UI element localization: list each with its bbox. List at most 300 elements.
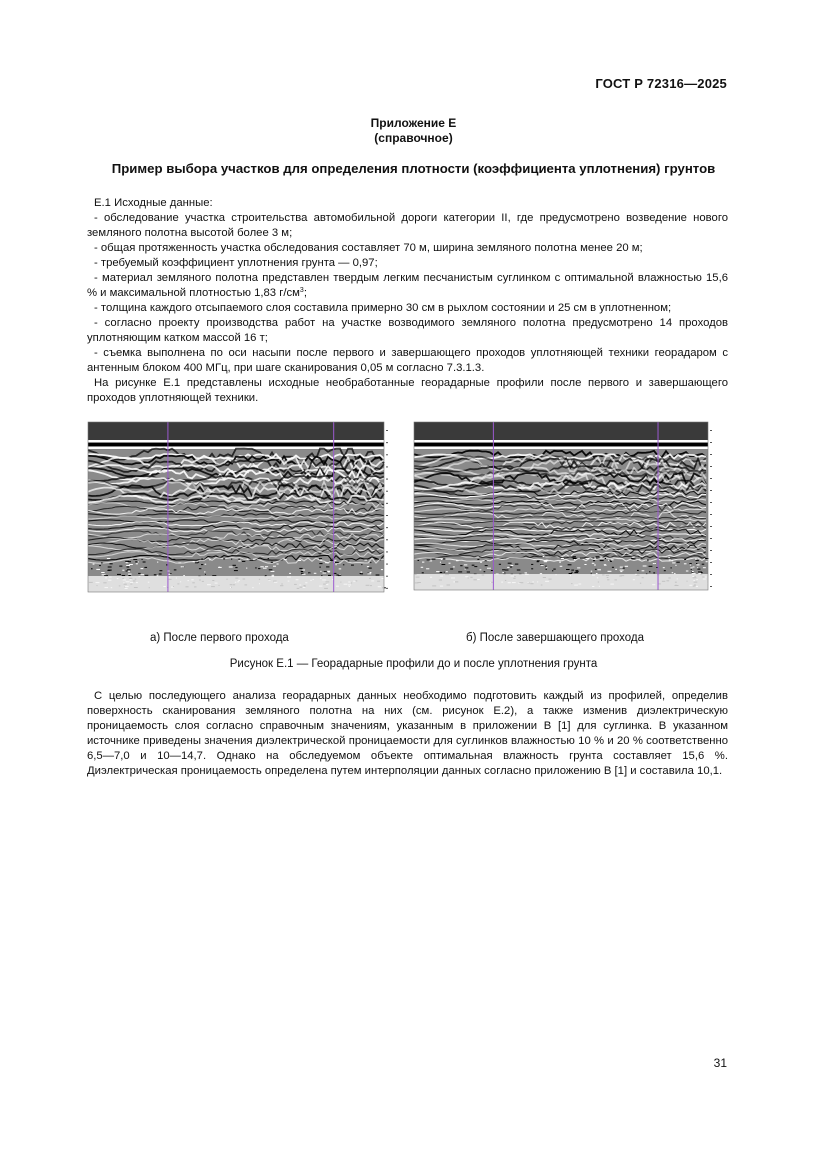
noise-speck <box>446 571 448 572</box>
subcaption-b: б) После завершающего прохода <box>466 632 645 644</box>
density-unit-exponent: 3 <box>299 287 304 294</box>
noise-speck <box>546 567 547 568</box>
noise-speck <box>517 570 521 571</box>
noise-speck <box>199 568 202 569</box>
noise-speck <box>319 567 320 568</box>
noise-speck <box>574 572 578 573</box>
noise-speck <box>450 569 453 570</box>
noise-speck <box>301 571 303 572</box>
noise-speck <box>571 570 574 571</box>
noise-speck <box>546 569 547 570</box>
depth-tick <box>386 527 388 528</box>
noise-speck <box>269 569 273 570</box>
depth-tick <box>386 539 388 540</box>
depth-tick <box>386 576 388 577</box>
noise-speck <box>690 565 691 566</box>
noise-speck <box>381 569 383 570</box>
noise-speck <box>505 570 509 571</box>
noise-speck <box>154 574 157 575</box>
depth-tick <box>710 586 712 587</box>
noise-speck <box>543 556 545 557</box>
noise-speck <box>205 574 206 575</box>
noise-speck <box>596 556 600 557</box>
noise-speck <box>647 560 649 561</box>
noise-speck <box>698 573 701 574</box>
noise-speck <box>335 564 336 565</box>
lower-fade <box>414 574 708 590</box>
noise-speck <box>174 569 177 570</box>
noise-speck <box>145 575 149 576</box>
noise-speck <box>569 573 573 574</box>
noise-speck <box>689 563 691 564</box>
noise-speck <box>99 565 101 566</box>
noise-speck <box>209 559 210 560</box>
noise-speck <box>574 559 575 560</box>
noise-speck <box>320 571 321 572</box>
noise-speck <box>472 565 475 566</box>
noise-speck <box>604 565 607 566</box>
direct-wave-line <box>88 443 384 446</box>
noise-speck <box>205 564 207 565</box>
noise-speck <box>101 572 104 573</box>
noise-speck <box>695 559 696 560</box>
noise-speck <box>128 571 131 572</box>
noise-speck <box>444 572 445 573</box>
noise-speck <box>242 561 245 562</box>
noise-speck <box>465 569 466 570</box>
depth-tick <box>710 478 712 479</box>
depth-tick <box>710 490 712 491</box>
noise-speck <box>229 567 233 568</box>
noise-speck <box>577 567 580 568</box>
noise-speck <box>328 575 331 576</box>
noise-speck <box>107 558 110 559</box>
noise-speck <box>122 570 124 571</box>
noise-speck <box>110 563 113 564</box>
noise-speck <box>515 564 519 565</box>
noise-speck <box>376 575 380 576</box>
noise-speck <box>568 564 572 565</box>
noise-speck <box>698 572 702 573</box>
noise-speck <box>464 564 467 565</box>
noise-speck <box>272 575 275 576</box>
noise-speck <box>584 564 586 565</box>
noise-speck <box>138 573 140 574</box>
noise-speck <box>696 563 697 564</box>
noise-speck <box>690 567 692 568</box>
noise-speck <box>702 564 705 565</box>
noise-speck <box>442 564 446 565</box>
depth-tick <box>710 526 712 527</box>
noise-speck <box>127 569 131 570</box>
noise-speck <box>642 570 645 571</box>
noise-speck <box>339 568 341 569</box>
noise-speck <box>440 572 443 573</box>
noise-speck <box>545 566 546 567</box>
noise-speck <box>436 571 439 572</box>
noise-speck <box>343 564 344 565</box>
noise-speck <box>693 567 695 568</box>
noise-speck <box>361 572 363 573</box>
noise-speck <box>477 557 479 558</box>
noise-speck <box>178 562 181 563</box>
noise-speck <box>675 565 676 566</box>
noise-speck <box>219 567 221 568</box>
noise-speck <box>370 562 371 563</box>
noise-speck <box>117 574 121 575</box>
noise-speck <box>128 561 131 562</box>
noise-speck <box>421 567 423 568</box>
noise-speck <box>298 560 301 561</box>
noise-speck <box>480 562 482 563</box>
noise-speck <box>119 566 122 567</box>
noise-speck <box>260 566 263 567</box>
noise-speck <box>144 567 147 568</box>
noise-speck <box>108 567 112 568</box>
depth-tick <box>386 454 388 455</box>
noise-speck <box>367 573 371 574</box>
noise-speck <box>502 572 504 573</box>
noise-speck <box>674 573 675 574</box>
noise-speck <box>432 559 436 560</box>
noise-speck <box>502 569 505 570</box>
radargram-traces <box>88 422 388 592</box>
noise-speck <box>253 559 256 560</box>
noise-speck <box>591 571 592 572</box>
noise-speck <box>367 566 369 567</box>
noise-speck <box>453 566 455 567</box>
noise-speck <box>422 562 424 563</box>
noise-speck <box>691 569 692 570</box>
noise-speck <box>427 559 431 560</box>
initial-data-heading: Е.1 Исходные данные: <box>94 197 213 209</box>
noise-speck <box>546 560 549 561</box>
noise-speck <box>487 568 491 569</box>
noise-speck <box>596 573 598 574</box>
noise-speck <box>157 562 158 563</box>
noise-speck <box>126 565 130 566</box>
noise-speck <box>273 566 276 567</box>
noise-speck <box>664 570 666 571</box>
noise-speck <box>612 567 614 568</box>
noise-speck <box>593 560 595 561</box>
noise-speck <box>128 575 130 576</box>
noise-speck <box>320 560 322 561</box>
noise-speck <box>671 560 673 561</box>
noise-speck <box>364 560 367 561</box>
noise-speck <box>302 574 305 575</box>
noise-speck <box>250 560 254 561</box>
initial-data-section <box>87 196 728 406</box>
depth-tick <box>710 538 712 539</box>
noise-speck <box>101 562 102 563</box>
lower-fade <box>88 576 384 592</box>
noise-speck <box>234 570 238 571</box>
noise-speck <box>324 571 327 572</box>
noise-speck <box>338 575 341 576</box>
noise-speck <box>620 567 623 568</box>
noise-speck <box>600 560 604 561</box>
noise-speck <box>361 564 362 565</box>
noise-speck <box>321 575 322 576</box>
noise-speck <box>643 566 647 567</box>
gpr-profile-final-pass <box>408 416 720 606</box>
page-number: 31 <box>713 1056 727 1070</box>
noise-speck <box>183 575 185 576</box>
section-title: Пример выбора участков для определения плотности (коэффициента уплотнения) грунтов <box>111 161 716 176</box>
depth-tick <box>710 562 712 563</box>
noise-speck <box>610 560 611 561</box>
noise-speck <box>499 564 501 565</box>
depth-tick <box>710 442 712 443</box>
depth-tick <box>710 514 712 515</box>
noise-speck <box>96 569 100 570</box>
noise-speck <box>238 560 240 561</box>
noise-speck <box>173 559 176 560</box>
noise-speck <box>552 570 553 571</box>
noise-speck <box>507 567 509 568</box>
noise-speck <box>615 569 617 570</box>
noise-speck <box>491 570 493 571</box>
noise-speck <box>235 567 237 568</box>
noise-speck <box>594 565 596 566</box>
subcaption-a: а) После первого прохода <box>150 632 289 644</box>
noise-speck <box>323 573 327 574</box>
noise-speck <box>525 572 528 573</box>
noise-speck <box>255 567 256 568</box>
noise-speck <box>271 562 273 563</box>
analysis-section <box>87 689 728 779</box>
noise-speck <box>669 559 671 560</box>
noise-speck <box>141 574 145 575</box>
noise-speck <box>136 563 138 564</box>
noise-speck <box>277 564 279 565</box>
noise-speck <box>126 562 129 563</box>
noise-speck <box>484 571 486 572</box>
noise-speck <box>263 568 267 569</box>
noise-speck <box>258 568 260 569</box>
noise-speck <box>319 558 322 559</box>
noise-speck <box>289 573 291 574</box>
noise-speck <box>592 563 595 564</box>
noise-speck <box>193 561 195 562</box>
noise-speck <box>326 566 329 567</box>
noise-speck <box>456 560 459 561</box>
noise-speck <box>474 566 477 567</box>
noise-speck <box>485 560 487 561</box>
initial-data-item: - требуемый коэффициент уплотнения грунта — 0,97; <box>94 257 378 269</box>
noise-speck <box>571 572 572 573</box>
noise-speck <box>135 561 138 562</box>
noise-speck <box>531 568 533 569</box>
noise-speck <box>138 561 139 562</box>
noise-speck <box>319 563 322 564</box>
noise-speck <box>422 572 424 573</box>
noise-speck <box>325 562 328 563</box>
noise-speck <box>129 564 133 565</box>
radargram-traces <box>414 422 712 590</box>
noise-speck <box>142 559 143 560</box>
noise-speck <box>375 559 379 560</box>
noise-speck <box>201 564 203 565</box>
noise-speck <box>566 569 570 570</box>
noise-speck <box>600 557 603 558</box>
appendix-subtitle: (справочное) <box>374 131 453 145</box>
noise-speck <box>608 571 612 572</box>
noise-speck <box>271 571 275 572</box>
noise-speck <box>143 562 146 563</box>
depth-tick <box>386 551 388 552</box>
noise-speck <box>223 558 225 559</box>
noise-speck <box>649 566 653 567</box>
noise-speck <box>663 567 665 568</box>
noise-speck <box>360 573 362 574</box>
noise-speck <box>595 569 597 570</box>
noise-speck <box>560 566 563 567</box>
noise-speck <box>283 559 286 560</box>
noise-speck <box>639 558 641 559</box>
noise-speck <box>299 568 302 569</box>
noise-speck <box>580 558 583 559</box>
initial-data-item: - толщина каждого отсыпаемого слоя составила примерно 30 см в рыхлом состоянии и 25 см в уплотненном; <box>94 302 672 314</box>
noise-speck <box>623 568 625 569</box>
noise-speck <box>246 568 247 569</box>
document-code: ГОСТ Р 72316—2025 <box>595 76 727 91</box>
noise-speck <box>631 558 633 559</box>
analysis-paragraph: С целью последующего анализа георадарных данных необходимо подготовить каждый из профилей, определив поверхность сканирования земляного полотна на них (см. рисунок Е.2), а также изменив диэлектрическую проницаемость слоя согласно справочным значениям, указанным в приложении В [1] для суглинка. В указанном источнике приведены значения диэлектрической проницаемости для суглинков влажностью 10 % и 20 % соответственно 6,5—7,0 и 10—14,7. Однако на обследуемом объекте оптимальная влажность грунта составляет 15,6 %. Диэлектрическая проницаемость определена путем интерполяции данных согласно приложению В [1] и составила 10,1. <box>87 690 728 777</box>
noise-speck <box>598 569 601 570</box>
noise-speck <box>233 565 236 566</box>
noise-speck <box>605 558 606 559</box>
noise-speck <box>672 572 673 573</box>
noise-speck <box>594 558 596 559</box>
noise-speck <box>128 574 131 575</box>
noise-speck <box>610 561 612 562</box>
noise-speck <box>314 573 317 574</box>
noise-speck <box>531 564 533 565</box>
appendix-title: Приложение Е <box>370 116 457 130</box>
noise-speck <box>671 567 672 568</box>
noise-speck <box>684 563 687 564</box>
depth-tick <box>386 442 388 443</box>
noise-speck <box>692 571 694 572</box>
appendix-heading <box>0 116 827 146</box>
depth-tick <box>386 430 388 431</box>
noise-speck <box>204 571 205 572</box>
noise-speck <box>201 559 203 560</box>
noise-speck <box>348 560 350 561</box>
initial-data-item: - обследование участка строительства автомобильной дороги категории II, где предусмотрено возведение нового земляного полотна высотой более 3 м; <box>87 212 728 239</box>
noise-speck <box>649 571 650 572</box>
noise-speck <box>308 572 310 573</box>
noise-speck <box>126 571 128 572</box>
gpr-profile-first-pass <box>80 416 392 606</box>
depth-tick <box>710 574 712 575</box>
direct-wave-line <box>414 443 708 446</box>
noise-speck <box>107 570 110 571</box>
gpr-radargram-b <box>408 416 720 606</box>
noise-speck <box>537 561 539 562</box>
depth-tick <box>386 491 388 492</box>
initial-data-item: - съемка выполнена по оси насыпи после первого и завершающего проходов уплотняющей техники георадаром с антенным блоком 400 МГц, при шаге сканирования 0,05 м согласно 7.3.1.3. <box>87 347 728 374</box>
noise-speck <box>511 565 514 566</box>
noise-speck <box>443 558 445 559</box>
depth-tick <box>710 550 712 551</box>
density-end: ; <box>303 287 307 299</box>
noise-speck <box>692 573 696 574</box>
noise-speck <box>351 565 354 566</box>
depth-tick <box>386 479 388 480</box>
noise-speck <box>368 568 371 569</box>
direct-wave-line <box>88 440 384 442</box>
noise-speck <box>141 568 144 569</box>
noise-speck <box>465 567 468 568</box>
depth-tick <box>386 515 388 516</box>
noise-speck <box>122 575 125 576</box>
initial-data-item <box>87 271 728 301</box>
noise-speck <box>696 560 699 561</box>
noise-speck <box>508 563 512 564</box>
noise-speck <box>367 572 369 573</box>
noise-speck <box>625 566 628 567</box>
direct-wave-line <box>414 440 708 442</box>
noise-speck <box>686 571 688 572</box>
noise-speck <box>195 562 198 563</box>
noise-speck <box>544 561 547 562</box>
noise-speck <box>467 572 470 573</box>
noise-speck <box>133 559 137 560</box>
depth-tick <box>710 466 712 467</box>
noise-speck <box>632 557 635 558</box>
depth-tick <box>386 466 388 467</box>
noise-speck <box>170 573 172 574</box>
depth-tick <box>386 588 388 589</box>
air-wave-band <box>414 422 708 440</box>
noise-speck <box>676 562 679 563</box>
noise-speck <box>458 571 462 572</box>
figure-reference: На рисунке Е.1 представлены исходные необработанные георадарные профили после первого и завершающего проходов уплотняющей техники. <box>87 377 728 404</box>
noise-speck <box>559 562 561 563</box>
noise-speck <box>573 556 576 557</box>
figure-caption: Рисунок Е.1 — Георадарные профили до и после уплотнения грунта <box>229 658 598 670</box>
noise-speck <box>586 558 590 559</box>
gpr-radargram-a <box>80 416 392 606</box>
noise-speck <box>573 558 577 559</box>
noise-speck <box>429 560 432 561</box>
density-text: - материал земляного полотна представлен твердым легким песчанистым суглинком с оптимальной влажностью 15,6 % и максимальной плотностью 1,83 г/см <box>87 272 728 299</box>
noise-speck <box>181 566 185 567</box>
noise-speck <box>330 559 331 560</box>
depth-tick <box>710 502 712 503</box>
noise-speck <box>575 570 578 571</box>
air-wave-band <box>88 422 384 440</box>
noise-speck <box>653 563 655 564</box>
noise-speck <box>697 567 698 568</box>
noise-speck <box>510 567 513 568</box>
noise-speck <box>102 574 106 575</box>
noise-speck <box>418 560 420 561</box>
noise-speck <box>637 570 639 571</box>
depth-tick <box>386 564 388 565</box>
noise-speck <box>93 564 95 565</box>
noise-speck <box>639 558 642 559</box>
noise-speck <box>460 565 462 566</box>
noise-speck <box>127 567 130 568</box>
noise-speck <box>265 566 268 567</box>
depth-tick <box>710 430 712 431</box>
noise-speck <box>553 569 555 570</box>
noise-speck <box>328 572 330 573</box>
